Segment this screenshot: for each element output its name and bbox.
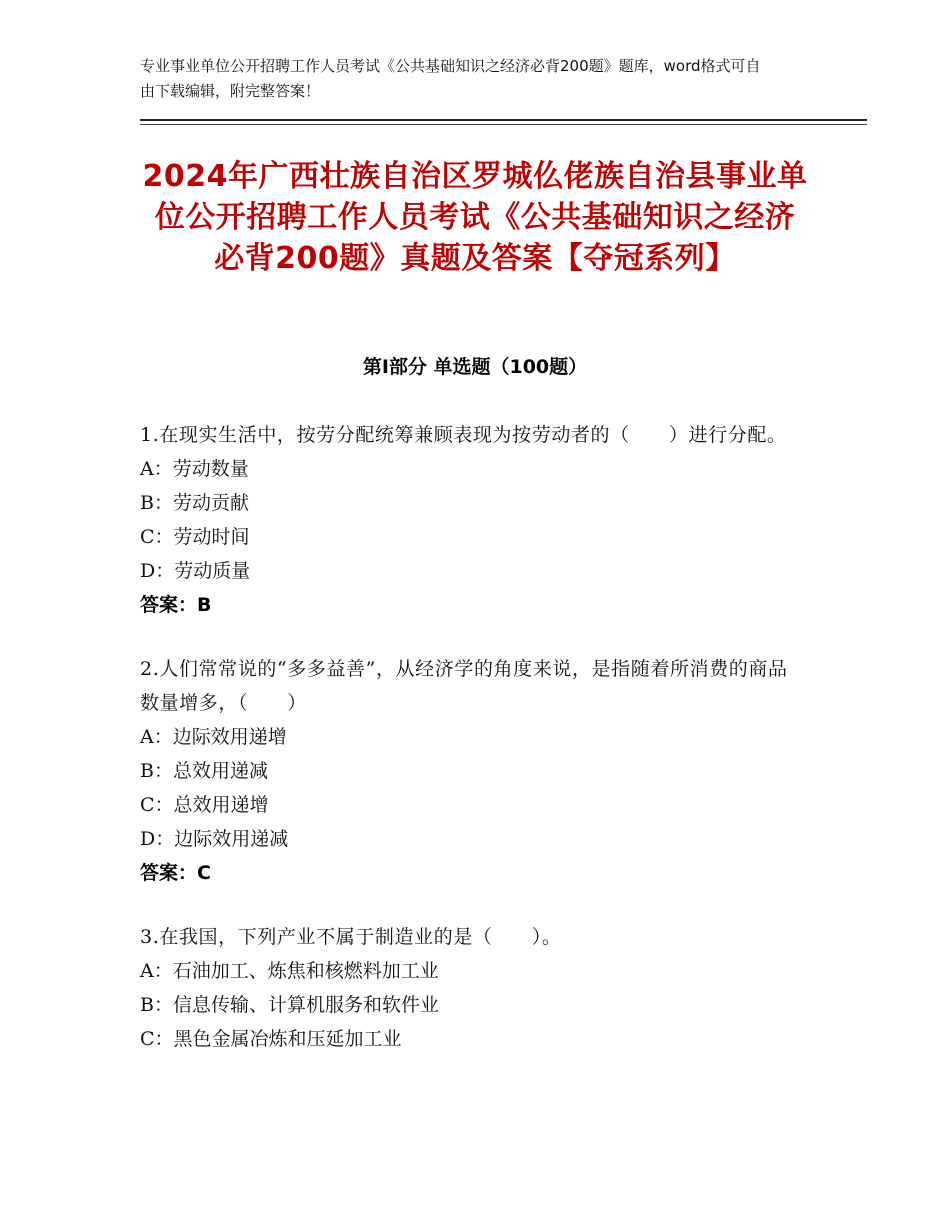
- option-b: B：信息传输、计算机服务和软件业: [140, 994, 439, 1016]
- header-divider-thin: [140, 124, 867, 125]
- option-d: D：劳动质量: [140, 560, 251, 582]
- question-stem: 3.在我国，下列产业不属于制造业的是（ ）。: [140, 926, 562, 948]
- option-d: D：边际效用递减: [140, 828, 289, 850]
- option-a: A：石油加工、炼焦和核燃料加工业: [140, 960, 439, 982]
- question-2: [140, 652, 800, 890]
- option-b: B：劳动贡献: [140, 492, 249, 514]
- question-3: [140, 920, 800, 1056]
- answer: 答案：C: [140, 862, 211, 884]
- option-a: A：边际效用递增: [140, 726, 287, 748]
- header-divider-thick: [140, 119, 867, 121]
- answer: 答案：B: [140, 594, 212, 616]
- section-heading: 第Ⅰ部分 单选题（100题）: [362, 356, 588, 378]
- option-c: C：黑色金属冶炼和压延加工业: [140, 1028, 402, 1050]
- header-note: 专业事业单位公开招聘工作人员考试《公共基础知识之经济必背200题》题库，word格式可自由下载编辑，附完整答案！: [140, 57, 761, 100]
- question-1: [140, 418, 800, 622]
- option-a: A：劳动数量: [140, 458, 249, 480]
- question-stem: 1.在现实生活中，按劳分配统筹兼顾表现为按劳动者的（ ）进行分配。: [140, 424, 787, 446]
- option-c: C：总效用递增: [140, 794, 269, 816]
- option-c: C：劳动时间: [140, 526, 250, 548]
- option-b: B：总效用递减: [140, 760, 268, 782]
- question-list: [140, 418, 800, 1086]
- question-stem: 2.人们常常说的“多多益善”，从经济学的角度来说，是指随着所消费的商品数量增多，（ ）: [140, 658, 788, 714]
- document-title: 2024年广西壮族自治区罗城仫佬族自治县事业单位公开招聘工作人员考试《公共基础知识之经济必背200题》真题及答案【夺冠系列】: [142, 159, 808, 276]
